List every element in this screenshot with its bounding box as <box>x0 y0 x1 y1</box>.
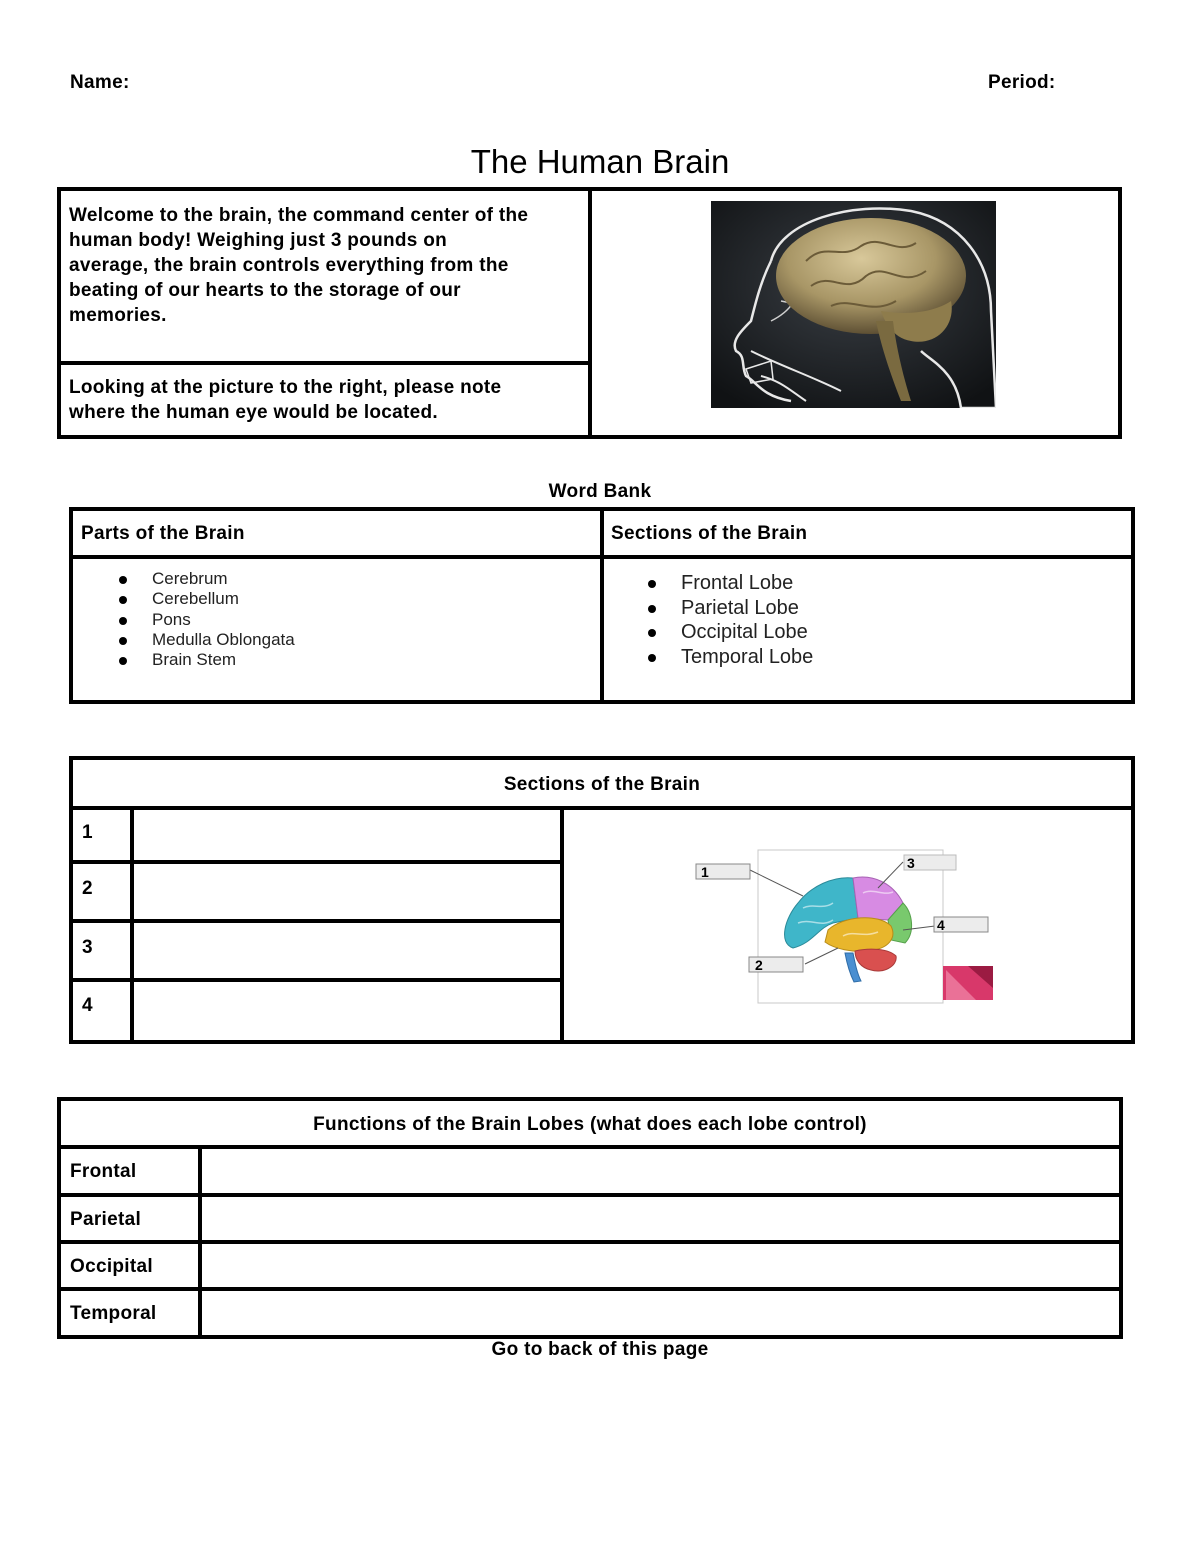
function-answer-frontal[interactable] <box>204 1150 1116 1191</box>
list-item: Frontal Lobe <box>681 571 813 596</box>
divider <box>198 1147 202 1335</box>
text-line: Looking at the picture to the right, please note <box>69 377 502 398</box>
row-label: Parietal <box>70 1209 142 1230</box>
row-label: Frontal <box>70 1161 137 1182</box>
footer-note: Go to back of this page <box>491 1339 709 1360</box>
answer-cell-2[interactable] <box>135 866 557 916</box>
list-item: Temporal Lobe <box>681 646 814 669</box>
divider <box>73 806 1131 810</box>
divider <box>73 860 561 864</box>
brain-lobes-diagram <box>693 848 1003 1008</box>
list-item: Medulla Oblongata <box>152 629 295 649</box>
parts-list <box>152 569 295 670</box>
text-line: Welcome to the brain, the command center of the <box>69 205 529 226</box>
period-label: Period: <box>988 72 1056 93</box>
sections-table-title: Sections of the Brain <box>503 774 701 795</box>
list-item: Parietal Lobe <box>681 596 813 621</box>
row-number: 3 <box>82 937 93 958</box>
function-answer-occipital[interactable] <box>204 1245 1116 1285</box>
answer-cell-1[interactable] <box>135 812 557 858</box>
text-line: beating of our hearts to the storage of our <box>69 280 461 301</box>
functions-table <box>57 1097 1123 1339</box>
divider <box>61 1287 1119 1291</box>
list-item: Pons <box>152 610 295 630</box>
divider <box>588 191 592 435</box>
answer-cell-4[interactable] <box>135 984 557 1036</box>
word-bank-table <box>69 507 1135 704</box>
row-label: Temporal <box>70 1303 157 1324</box>
divider <box>61 361 590 365</box>
word-bank-title: Word Bank <box>548 481 652 502</box>
list-item: Cerebrum <box>152 569 295 589</box>
sections-table <box>69 756 1135 1044</box>
divider <box>560 808 564 1040</box>
list-item: Occipital Lobe <box>681 620 813 645</box>
diagram-label: 1 <box>701 864 709 880</box>
intro-table <box>57 187 1122 439</box>
answer-cell-3[interactable] <box>135 925 557 975</box>
function-answer-parietal[interactable] <box>204 1198 1116 1238</box>
functions-table-title: Functions of the Brain Lobes (what does each lobe control) <box>313 1114 867 1135</box>
brain-skull-photo <box>711 201 996 408</box>
diagram-label: 2 <box>755 957 763 973</box>
divider <box>73 555 1131 559</box>
row-number: 1 <box>82 822 93 843</box>
divider <box>73 978 561 982</box>
sections-header: Sections of the Brain <box>611 523 808 544</box>
divider <box>61 1240 1119 1244</box>
sections-list <box>681 571 813 670</box>
divider <box>600 511 604 700</box>
diagram-label: 4 <box>937 917 945 933</box>
name-label: Name: <box>70 72 130 93</box>
divider <box>61 1193 1119 1197</box>
text-line: memories. <box>69 305 167 326</box>
list-item: Cerebellum <box>152 589 295 609</box>
instruction-text <box>69 375 501 425</box>
welcome-text <box>69 203 528 328</box>
row-number: 2 <box>82 878 93 899</box>
text-line: human body! Weighing just 3 pounds on <box>69 230 448 251</box>
function-answer-temporal[interactable] <box>204 1292 1116 1332</box>
row-number: 4 <box>82 995 93 1016</box>
page-title: The Human Brain <box>470 143 730 180</box>
text-line: where the human eye would be located. <box>69 402 439 423</box>
diagram-label: 3 <box>907 855 915 871</box>
divider <box>130 808 134 1040</box>
parts-header: Parts of the Brain <box>81 523 245 544</box>
divider <box>61 1145 1119 1149</box>
text-line: average, the brain controls everything from the <box>69 255 509 276</box>
row-label: Occipital <box>70 1256 153 1277</box>
divider <box>73 919 561 923</box>
list-item: Brain Stem <box>152 650 295 670</box>
